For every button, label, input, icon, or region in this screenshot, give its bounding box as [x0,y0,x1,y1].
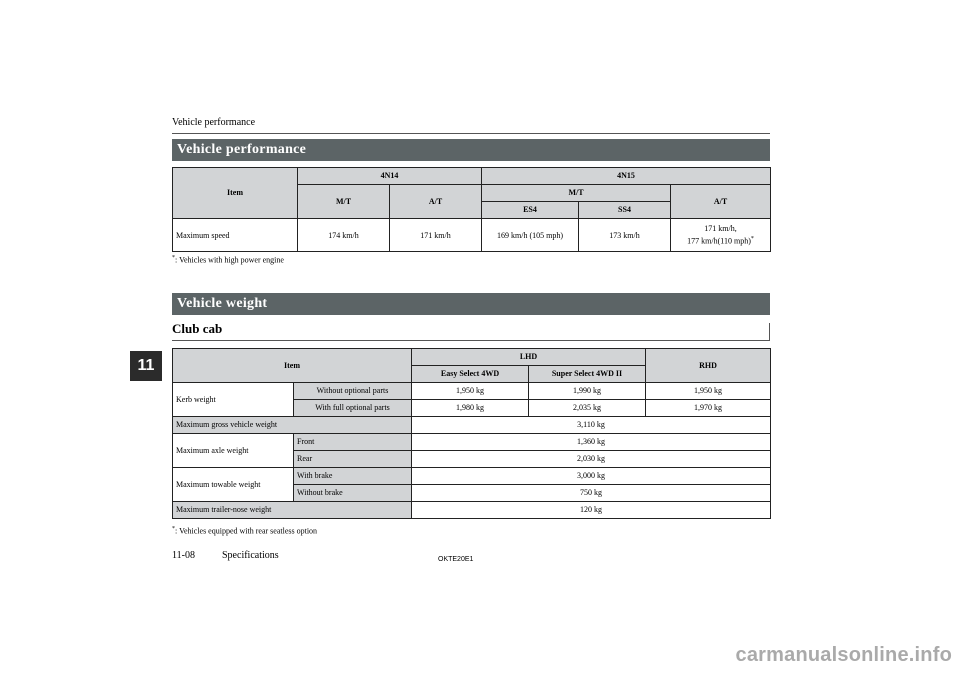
weight-footnote: *: Vehicles equipped with rear seatless option [172,526,318,536]
perf-ss4: SS4 [579,202,671,219]
sub-heading-rule-tick [769,323,770,341]
perf-4n14-at: A/T [390,185,482,219]
table-row [173,219,771,252]
perf-value: 173 km/h [579,219,671,252]
footer-section: Specifications [222,550,279,561]
table-row [173,434,771,451]
perf-value: 174 km/h [298,219,390,252]
weight-super-select-header: Super Select 4WD II [529,366,646,383]
watermark: carmanualsonline.info [735,644,952,666]
weight-value: 1,980 kg [412,400,529,417]
performance-table [172,167,771,252]
perf-footnote: *: Vehicles with high power engine [172,255,284,265]
towable-weight-label: Maximum towable weight [173,468,294,502]
perf-row-label: Maximum speed [173,219,298,252]
perf-engine-4n15: 4N15 [482,168,771,185]
page-number: 11-08 [172,550,195,561]
without-brake-value: 750 kg [412,485,771,502]
weight-table [172,348,771,519]
section-title-weight: Vehicle weight [172,293,770,315]
gross-weight-value: 3,110 kg [412,417,771,434]
axle-weight-label: Maximum axle weight [173,434,294,468]
perf-4n15-mt: M/T [482,185,671,202]
rear-label: Rear [294,451,412,468]
perf-value: 171 km/h [390,219,482,252]
weight-value: 1,950 kg [412,383,529,400]
table-row [173,502,771,519]
weight-easy-select-header: Easy Select 4WD [412,366,529,383]
with-brake-value: 3,000 kg [412,468,771,485]
weight-value: 1,950 kg [646,383,771,400]
perf-4n15-at: A/T [671,185,771,219]
with-brake-label: With brake [294,468,412,485]
weight-value: 2,035 kg [529,400,646,417]
without-optional-label: Without optional parts [294,383,412,400]
chapter-tab: 11 [130,351,162,381]
perf-engine-4n14: 4N14 [298,168,482,185]
running-header: Vehicle performance [172,117,256,128]
front-label: Front [294,434,412,451]
rear-value: 2,030 kg [412,451,771,468]
perf-value-line2: 177 km/h(110 mph)* [687,236,754,246]
weight-value: 1,970 kg [646,400,771,417]
sub-heading-rule [172,340,770,341]
table-row [173,468,771,485]
perf-4n14-mt: M/T [298,185,390,219]
weight-rhd-header: RHD [646,349,771,383]
section-title-performance: Vehicle performance [172,139,770,161]
perf-value-line1: 171 km/h, [704,224,737,234]
doc-code: OKTE20E1 [438,556,474,563]
front-value: 1,360 kg [412,434,771,451]
sub-heading-club-cab: Club cab [172,321,223,336]
table-row [173,417,771,434]
gross-weight-label: Maximum gross vehicle weight [173,417,412,434]
header-rule [172,133,770,134]
with-full-optional-label: With full optional parts [294,400,412,417]
perf-value-last [671,219,771,252]
table-row [173,383,771,400]
perf-value: 169 km/h (105 mph) [482,219,579,252]
without-brake-label: Without brake [294,485,412,502]
weight-value: 1,990 kg [529,383,646,400]
kerb-weight-label: Kerb weight [173,383,294,417]
weight-item-header: Item [173,349,412,383]
perf-es4: ES4 [482,202,579,219]
trailer-nose-value: 120 kg [412,502,771,519]
trailer-nose-label: Maximum trailer-nose weight [173,502,412,519]
weight-lhd-header: LHD [412,349,646,366]
perf-item-header: Item [173,168,298,219]
